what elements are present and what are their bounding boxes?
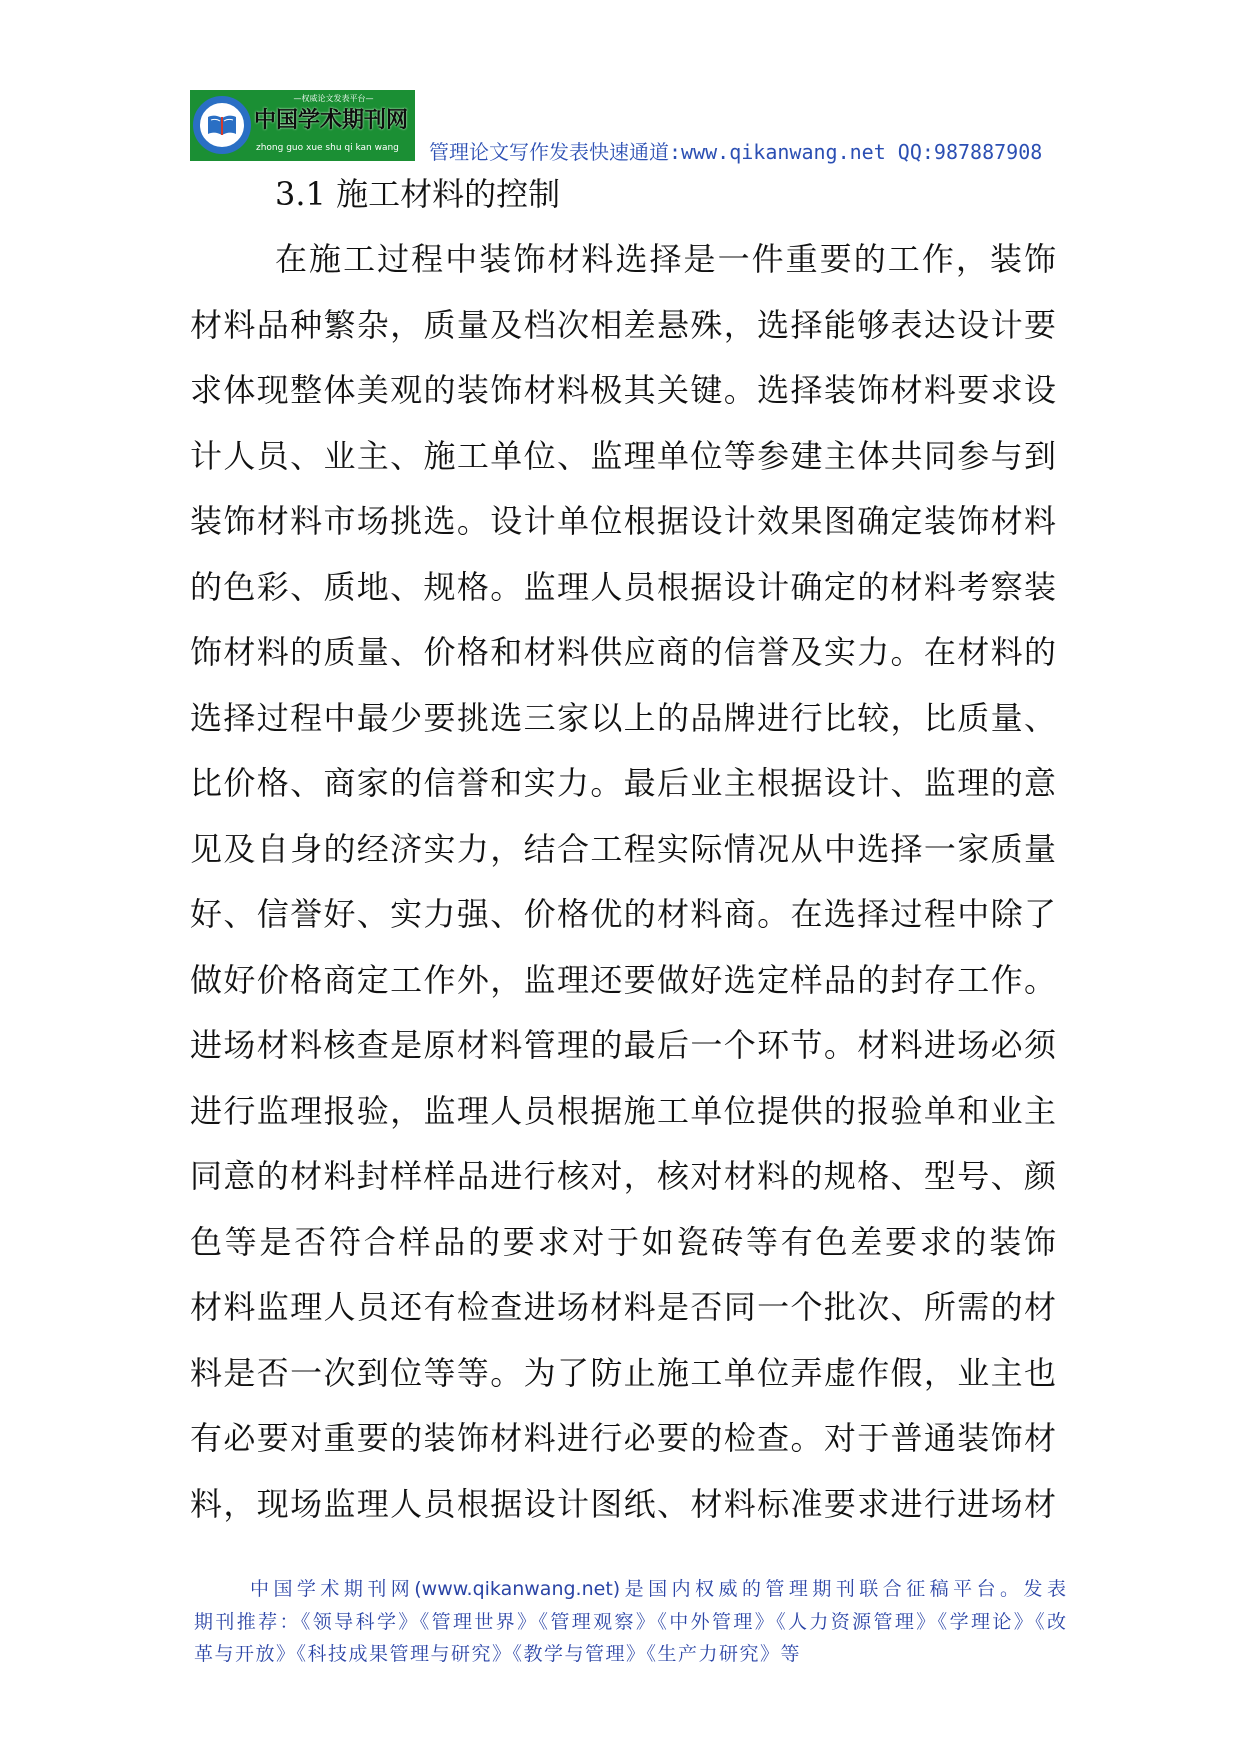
- footer-line: 中国学术期刊网(www.qikanwang.net)是国内权威的管理期刊联合征稿平台。发表: [250, 1578, 1066, 1600]
- body-line: 好、信誉好、实力强、价格优的材料商。在选择过程中除了: [190, 895, 1056, 933]
- body-line: 选择过程中最少要挑选三家以上的品牌进行比较，比质量、: [190, 698, 1056, 737]
- body-line: 比价格、商家的信誉和实力。最后业主根据设计、监理的意: [190, 764, 1056, 802]
- body-line: 材料监理人员还有检查进场材料是否同一个批次、所需的材: [190, 1288, 1056, 1326]
- body-line: 饰材料的质量、价格和材料供应商的信誉及实力。在材料的: [190, 633, 1056, 671]
- body-line: 计人员、业主、施工单位、监理单位等参建主体共同参与到: [190, 436, 1056, 475]
- body-line: 的色彩、质地、规格。监理人员根据设计确定的材料考察装: [190, 567, 1056, 606]
- section-heading: 3.1 施工材料的控制: [275, 175, 561, 213]
- body-line: 料，现场监理人员根据设计图纸、材料标准要求进行进场材: [190, 1484, 1056, 1523]
- body-line: 料是否一次到位等等。为了防止施工单位弄虚作假，业主也: [190, 1353, 1056, 1392]
- logo-pinyin: zhong guo xue shu qi kan wang: [256, 143, 399, 153]
- body-paragraph: [190, 227, 1056, 1537]
- logo-badge-icon: [193, 96, 251, 154]
- footer-line: 革与开放》《科技成果管理与研究》《教学与管理》《生产力研究》等: [194, 1643, 802, 1665]
- body-line: 见及自身的经济实力，结合工程实际情况从中选择一家质量: [190, 829, 1056, 868]
- body-line: 有必要对重要的装饰材料进行必要的检查。对于普通装饰材: [190, 1419, 1056, 1457]
- body-line: 色等是否符合样品的要求对于如瓷砖等有色差要求的装饰: [190, 1222, 1056, 1261]
- body-line: 进场材料核查是原材料管理的最后一个环节。材料进场必须: [190, 1026, 1056, 1064]
- body-line: 同意的材料封样样品进行核对，核对材料的规格、型号、颜: [190, 1157, 1056, 1195]
- body-line: 在施工过程中装饰材料选择是一件重要的工作，装饰: [275, 240, 1056, 278]
- book-icon: [207, 114, 237, 136]
- body-line: 材料品种繁杂，质量及档次相差悬殊，选择能够表达设计要: [190, 305, 1056, 344]
- body-line: 进行监理报验，监理人员根据施工单位提供的报验单和业主: [190, 1091, 1056, 1130]
- promo-header-text: 管理论文写作发表快速通道:www.qikanwang.net QQ:987887908: [429, 140, 1043, 164]
- body-line: 做好价格商定工作外，监理还要做好选定样品的封存工作。: [190, 960, 1056, 999]
- body-line: 装饰材料市场挑选。设计单位根据设计效果图确定装饰材料: [190, 502, 1056, 540]
- body-line: 求体现整体美观的装饰材料极其关键。选择装饰材料要求设: [190, 371, 1056, 409]
- footer-notice: [194, 1573, 1066, 1671]
- site-logo: [190, 90, 415, 161]
- footer-line: 期刊推荐：《领导科学》《管理世界》《管理观察》《中外管理》《人力资源管理》《学理论》《改: [194, 1610, 1066, 1633]
- logo-tagline: —权威论文发表平台—: [293, 94, 374, 103]
- logo-name: 中国学术期刊网: [254, 108, 409, 133]
